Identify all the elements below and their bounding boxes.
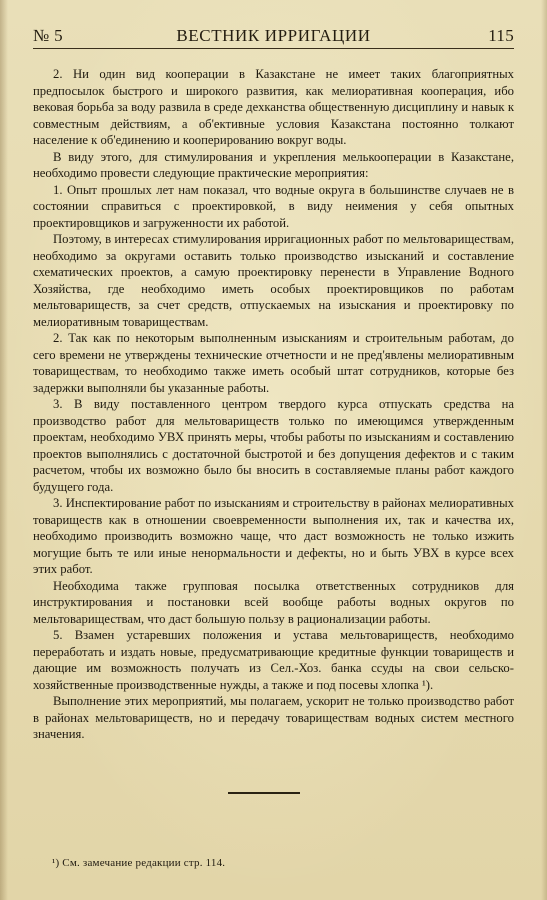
paragraph: Необходима также групповая посылка ответственных сотрудников для инструктирования и постановки всей вообще работы водных округов по мельтовариществам, что даст большую пользу в рационализации работы.: [33, 578, 514, 626]
page-number: 115: [488, 26, 514, 45]
paragraph: 3. В виду поставленного центром твердого курса отпускать средства на производство работ для мельтовариществ только по имеющимся утвержденным проектам, необходимо УВХ принять меры, чтобы работы по изысканиям и составлению проектов выполнялись с достаточной быстротой и без допущения дефектов и с таким расчетом, чтобы их возможно было бы вносить в составляемые планы работ каждого будущего года.: [33, 397, 514, 494]
paragraph: 1. Опыт прошлых лет нам показал, что водные округа в большинстве случаев не в состоянии справиться с проектировкой, в виду неимения у себя опытных проектировщиков и загруженности их работой.: [33, 182, 514, 230]
footnote: ¹) См. замечание редакции стр. 114.: [52, 857, 226, 869]
paragraph: 5. Взамен устаревших положения и устава мельтовариществ, необходимо переработать и издать новые, предусматривающие кредитные функции товариществ и дающие им возможность получать из Сел.-Хоз. банка ссуды на свои сельско-хозяйственные производственные нужды, а также и под посевы хлопка ¹).: [33, 628, 514, 692]
paragraph: Поэтому, в интересах стимулирования ирригационных работ по мельтовариществам, необходимо за округами оставить только производство изысканий и составление схематических проектов, а самую проектировку перенести в Управление Водного Хозяйства, где необходимо иметь особых проектировщиков по работам мельтовариществ, за счет средств, отпускаемых на изыскания и проектировку по мелиоративным товариществам.: [33, 232, 514, 329]
issue-number: № 5: [33, 26, 63, 45]
article-end-rule: [228, 792, 300, 794]
running-header: [33, 26, 514, 50]
paragraph: Выполнение этих мероприятий, мы полагаем, ускорит не только производство работ в районах мельтовариществ, но и передачу товариществам водных систем местного значения.: [33, 694, 514, 741]
paragraph: В виду этого, для стимулирования и укрепления мелькооперации в Казакстане, необходимо провести следующие практические мероприятия:: [33, 149, 514, 180]
paragraph: 2. Ни один вид кооперации в Казакстане не имеет таких благоприятных предпосылок быстрого и широкого развития, как мелиоративная кооперация, ибо вековая борьба за воду развила в среде дехканства общественную дисциплину и навык к совместным действиям, а об'ективные условия Казакстана постоянно толкают население к об'единению и кооперированию вокруг воды.: [33, 67, 514, 147]
journal-title: ВЕСТНИК ИРРИГАЦИИ: [176, 26, 371, 45]
article-body: [33, 66, 514, 743]
paragraph: 3. Инспектирование работ по изысканиям и строительству в районах мелиоративных товариществ как в отношении своевременности выполнения их, так и качества их, необходимо производить возможно чаще, что даст возможность не только изжить могущие быть те или иные ненормальности и дефекты, но и быть УВХ в курсе всех этих работ.: [33, 496, 514, 576]
paragraph: 2. Так как по некоторым выполненным изысканиям и строительным работам, до сего времени не утверждены технические отчетности и не пред'явлены мелиоративным товариществам, то необходимо также иметь особый штат сотрудников, которые без задержки выполняли бы указанные работы.: [33, 331, 514, 395]
header-rule: [33, 48, 514, 49]
